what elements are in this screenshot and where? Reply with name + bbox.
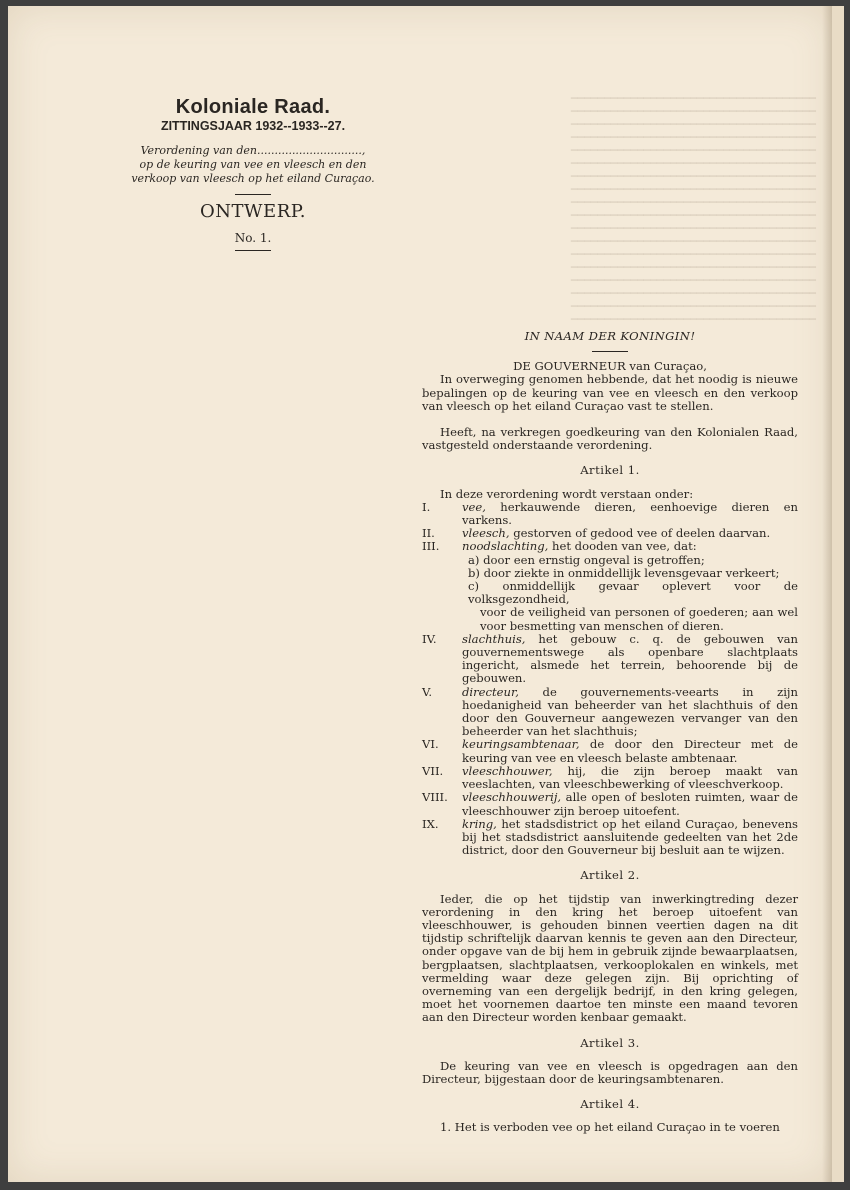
definition-item (422, 633, 798, 686)
article-3-text: De keuring van vee en vleesch is opgedragen aan den Directeur, bijgestaan door de keuringsambtenaren. (422, 1058, 798, 1086)
definition-number: IX. (422, 816, 439, 831)
draft-label: ONTWERP. (200, 201, 306, 222)
definition-term: vee, (462, 499, 486, 514)
definition-item (422, 540, 798, 553)
draft-number: No. 1. (234, 231, 272, 245)
definition-item (422, 818, 798, 858)
definition-term: kring, (462, 816, 497, 831)
ordinance-body (422, 326, 798, 1135)
definition-term: vleesch, (462, 526, 510, 541)
preamble: IN NAAM DER KONINGIN! (524, 329, 696, 343)
bleed-through-text: ━━━━━━━━━━━━━━━━━━━━━━━━━━━━━━━━━━━━━ ━━━━━━━━━━━━━━━━━━━━━━━━━━━━━━━━━━━━━ ━━━━━━━━━━━━━━━━━━━━━━━━━━━━━━━━━━━━━ ━━━━━━━━━━━━━━━━━━━━━━━━━━━━━━━━━━━━━ ━━━━━━━━━━━━━━━━━━━━━━━━━━━━━━━━━━━━━ ━━━━━━━━━━━━━━━━━━━━━━━━━━━━━━━━━━━━━ ━━━━━━━━━━━━━━━━━━━━━━━━━━━━━━━━━━━━━ ━━━━━━━━━━━━━━━━━━━━━━━━━━━━━━━━━━━━━ ━━━━━━━━━━━━━━━━━━━━━━━━━━━━━━━━━━━━━ ━━━━━━━━━━━━━━━━━━━━━━━━━━━━━━━━━━━━━ ━━━━━━━━━━━━━━━━━━━━━━━━━━━━━━━━━━━━━ ━━━━━━━━━━━━━━━━━━━━━━━━━━━━━━━━━━━━━ ━━━━━━━━━━━━━━━━━━━━━━━━━━━━━━━━━━━━━ ━━━━━━━━━━━━━━━━━━━━━━━━━━━━━━━━━━━━━ ━━━━━━━━━━━━━━━━━━━━━━━━━━━━━━━━━━━━━ ━━━━━━━━━━━━━━━━━━━━━━━━━━━━━━━━━━━━━ ━━━━━━━━━━━━━━━━━━━━━━━━━━━━━━━━━━━━━ ━━━━━━━━━━━━━━━━━━━━━━━━━━━━━━━━━━━━━ (570, 92, 816, 326)
article-4-heading: Artikel 4. (580, 1097, 640, 1112)
definition-number: III. (422, 539, 440, 554)
subclause-c-line-1: c) onmiddellijk gevaar oplevert voor de volksgezondheid, (468, 579, 798, 607)
article-1-heading: Artikel 1. (580, 463, 640, 478)
definition-term: noodslachting, (462, 539, 549, 554)
subclause-b: b) door ziekte in onmiddellijk levensgevaar verkeert; (468, 565, 780, 580)
definition-number: VI. (422, 737, 439, 752)
definition-number: VIII. (422, 790, 448, 805)
definition-number: I. (422, 499, 431, 514)
page-edge (832, 6, 844, 1182)
definition-term: vleeschhouwer, (462, 763, 553, 778)
article-3-heading: Artikel 3. (580, 1035, 640, 1050)
definition-text: herkauwende dieren, eenhoevige dieren en varkens. (462, 499, 798, 528)
definition-item (422, 738, 798, 764)
definition-number: VII. (422, 763, 444, 778)
definition-item (422, 501, 798, 527)
definition-text: alle open of besloten ruimten, waar de vleeschhouwer zijn beroep uitoefent. (462, 790, 798, 818)
subclause-c (422, 580, 798, 633)
definition-term: slachthuis, (462, 631, 526, 646)
divider (235, 194, 271, 195)
article-1-intro: In deze verordening wordt verstaan onder: (440, 486, 694, 501)
document-header (118, 96, 388, 251)
definition-item (422, 765, 798, 791)
ordinance-title-line-1: Verordening van den.............................., (140, 144, 366, 157)
article-4-text: 1. Het is verboden vee op het eiland Curaçao in te voeren (440, 1120, 780, 1135)
article-2-text: Ieder, die op het tijdstip van inwerkingtreding dezer verordening in den kring het beroep uitoefent van vleeschhouwer, is gehouden binnen veertien dagen na dit tijdstip schriftelijk daarvan kennis te geven aan den Directeur, onder opgave van de bij hem in gebruik zijnde bewaarplaatsen, bergplaatsen, slachtplaatsen, verkooplokalen en winkels, met vermelding waar deze gelegen zijn. Bij oprichting of overneming van een dergelijk bedrijf, in den kring gelegen, moet het voornemen daartoe ten minste een maand tevoren aan den Directeur worden kenbaar gemaakt. (422, 891, 798, 1025)
definition-text: het stadsdistrict op het eiland Curaçao, benevens bij het stadsdistrict aansluitende gedeelten van het 2de district, door den Gouverneur bij besluit aan te wijzen. (462, 816, 798, 858)
document-page (8, 6, 832, 1182)
considering-paragraph: In overweging genomen hebbende, dat het noodig is nieuwe bepalingen op de keuring van vee en vleesch en den verkoop van vleesch op het eiland Curaçao vast te stellen. (422, 372, 798, 413)
subclause-a: a) door een ernstig ongeval is getroffen; (468, 552, 705, 567)
divider (592, 351, 628, 352)
definition-text: het dooden van vee, dat: (548, 539, 697, 554)
definition-text: gestorven of gedood vee of deelen daarvan. (509, 526, 771, 541)
definition-number: V. (422, 684, 433, 699)
definition-text: de door den Directeur met de keuring van vee en vleesch belaste ambtenaar. (462, 737, 798, 765)
subclause-c-line-2: voor de veiligheid van personen of goederen; aan wel voor besmetting van menschen of dieren. (480, 605, 798, 633)
definition-term: vleeschhouwerij, (462, 790, 562, 805)
article-2-heading: Artikel 2. (580, 868, 640, 883)
ordinance-title-line-3: verkoop van vleesch op het eiland Curaçao. (131, 172, 375, 185)
definition-number: IV. (422, 631, 437, 646)
governor-line: DE GOUVERNEUR van Curaçao, (513, 359, 707, 374)
definition-term: keuringsambtenaar, (462, 737, 580, 752)
definition-item (422, 686, 798, 739)
definition-text: het gebouw c. q. de gebouwen van gouvernementswege als openbare slachtplaats ingericht, alsmede het terrein, behoorende bij de gebouwen. (462, 631, 798, 686)
definition-text: hij, die zijn beroep maakt van veeslachten, van vleeschbewerking of vleeschverkoop. (462, 763, 798, 792)
council-title: Koloniale Raad. (175, 96, 331, 118)
divider (235, 250, 271, 251)
definition-text: de gouvernements-veearts in zijn hoedanigheid van beheerder van het slachthuis of den door den Gouverneur aangewezen vervanger van den beheerder van het slachthuis; (462, 684, 798, 739)
definition-number: II. (422, 526, 435, 541)
ordinance-title (118, 144, 388, 186)
enactment-paragraph: Heeft, na verkregen goedkeuring van den Kolonialen Raad, vastgesteld onderstaande verordening. (422, 425, 798, 453)
definition-term: directeur, (462, 684, 519, 699)
definition-item (422, 791, 798, 817)
ordinance-title-line-2: op de keuring van vee en vleesch en den (139, 158, 367, 171)
session-year: ZITTINGSJAAR 1932--1933--27. (160, 119, 346, 133)
